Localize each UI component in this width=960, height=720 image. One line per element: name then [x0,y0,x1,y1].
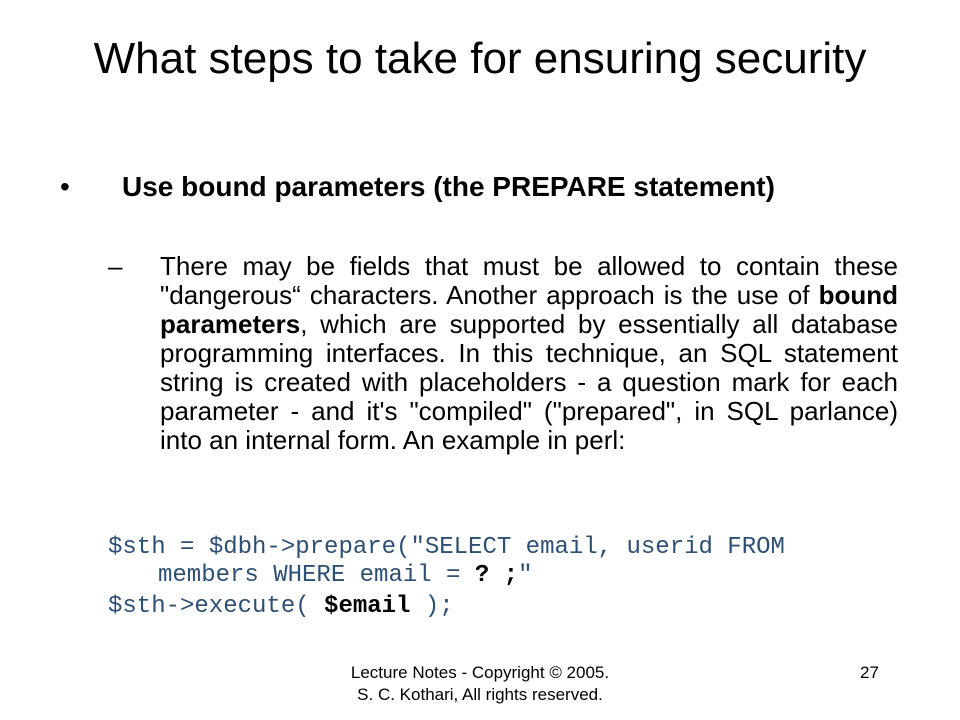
sub-bullet-text [160,252,898,455]
code-execute-end: ); [410,593,454,620]
code-segment-end: " [518,562,533,589]
footer-line-2: S. C. Kothari, All rights reserved. [357,685,603,704]
sub-text-part-2: , which are supported by essentially all database programming interfaces. In this technique, an SQL statement string is created with placeholders - a question mark for each parameter - and it's "compiled" ("prepared", in SQL parlance) into an internal form. An example in perl: [160,309,898,455]
dash-icon: – [108,251,123,281]
code-execute-statement [108,593,908,621]
footer-line-1: Lecture Notes - Copyright © 2005. [350,663,610,682]
code-placeholder: ? ; [474,562,519,589]
sub-text-part-1: There may be fields that must be allowed to contain these "dangerous“ characters. Another approach is the use of [160,251,898,310]
code-execute-call: $sth->execute( [108,593,325,620]
code-email-variable: $email [324,593,411,620]
bound-parameters-term: bound parameters [160,280,898,339]
code-prepare-statement [108,534,908,590]
slide-title: What steps to take for ensuring security [93,34,867,83]
code-line-1-continued [108,562,908,590]
bullet-icon: • [60,171,70,202]
code-line-1: $sth = $dbh->prepare("SELECT email, userid FROM [108,534,785,561]
bullet-heading: Use bound parameters (the PREPARE statement) [122,171,775,202]
code-segment: members WHERE email = [158,562,475,589]
footer-copyright [300,662,660,706]
page-number: 27 [860,663,879,682]
